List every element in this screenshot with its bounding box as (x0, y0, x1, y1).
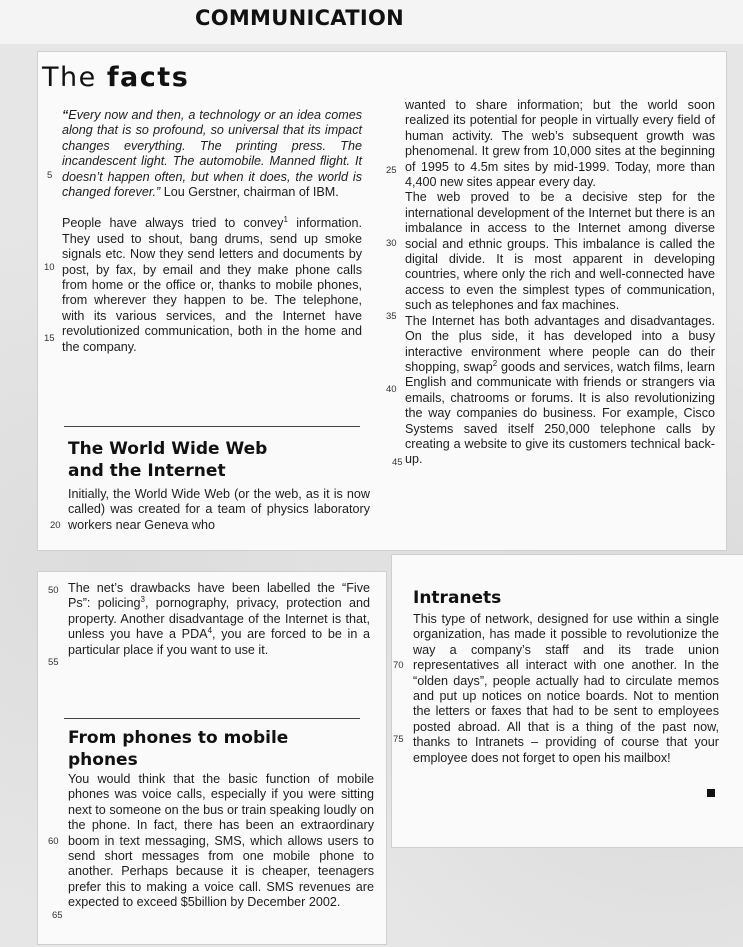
drawbacks-paragraph (68, 581, 370, 658)
intro-paragraph (62, 216, 362, 355)
footnote-3: 3 (140, 595, 145, 605)
line-number: 50 (48, 585, 59, 596)
www-heading-line2: and the Internet (68, 461, 226, 481)
phones-heading (68, 727, 288, 771)
www-para-start-text: Initially, the World Wide Web (or the web, as it is now called) was created for a team of physics laboratory workers near Geneva who (68, 487, 370, 532)
intranets-column (413, 612, 719, 766)
ibm-quote (62, 108, 362, 200)
line-number: 5 (47, 170, 53, 181)
line-number: 75 (393, 734, 404, 745)
advantages-text-b: goods and services, watch films, learn English and communicate with friends or strangers via emails, chatrooms or forums. It is also revolutionizing the way companies do business. For example, Cisco Systems saved itself 250,000 telephone calls by creating a website to give its customers technical back-up. (405, 359, 715, 467)
line-number: 40 (386, 384, 397, 395)
line-number: 65 (52, 910, 63, 921)
digital-divide-paragraph: The web proved to be a decisive step for the international development of the Internet but there is an imbalance in access to the Internet among diverse social and ethnic groups. This imbalance is called the digital divide. It is most apparent in developing countries, where only the rich and well-connected have access to even the simplest types of communication, such as telephones and fax machines. (405, 190, 715, 313)
line-number: 10 (44, 262, 55, 273)
phones-paragraph: You would think that the basic function of mobile phones was voice calls, especially if you were sitting next to someone on the bus or train speaking loudly on the phone. In fact, there has been an extraordinary boom in text messaging, SMS, which allows users to send short messages from one mobile phone to another. Perhaps because it is cheaper, teenagers prefer this to making a voice call. SMS revenues are expected to exceed $5billion by December 2002. (68, 772, 374, 910)
paragraph-gap (62, 200, 362, 216)
drawbacks-text-a: The net’s drawbacks have been labelled the “Five Ps”: policing (68, 581, 370, 611)
drawbacks-text-b: , pornography, privacy, protection and property. Another disadvantage of the Internet is that, unless you have a PDA (68, 596, 370, 642)
quote-attribution: Lou Gerstner, chairman of IBM. (163, 185, 339, 200)
section-title: COMMUNICATION (195, 6, 404, 30)
line-number: 25 (386, 165, 397, 176)
line-number: 15 (44, 333, 55, 344)
advantages-text-a: The Internet has both advantages and disadvantages. On the plus side, it has developed into a busy interactive environment where people can do their shopping, swap (405, 313, 715, 374)
line-number: 60 (48, 836, 59, 847)
facts-title-prefix: The (42, 62, 97, 93)
line-number: 30 (386, 238, 397, 249)
intranets-heading: Intranets (413, 588, 502, 608)
heading-rule (64, 426, 360, 427)
www-para-continued: wanted to share information; but the world soon realized its potential for people in virtually every field of human activity. The web’s subsequent growth was phenomenal. It grew from 10,000 sites at the beginning of 1995 to 4.5m sites by mid-1999. Today, more than 4,400 new sites appear every day. (405, 98, 715, 190)
end-of-article-mark (707, 789, 715, 797)
advantages-paragraph (405, 314, 715, 468)
left-column-top (62, 108, 362, 355)
drawbacks-column (68, 581, 370, 658)
intro-text-a: People have always tried to convey (62, 216, 284, 231)
footnote-4: 4 (207, 626, 213, 636)
intranets-paragraph: This type of network, designed for use within a single organization, has made it possible to revolutionize the way a company’s staff and its trade union representatives all interact with one another. In the “olden days”, people actually had to circulate memos and put up notices on notice boards. Not to mention the letters or faxes that had to be sent to employees posted abroad. All that is a thing of the past now, thanks to Intranets – providing of course that your employee does not forget to open his mailbox! (413, 612, 719, 765)
facts-title (42, 62, 189, 93)
www-heading (68, 438, 267, 482)
quote-open-mark: “ (62, 108, 69, 122)
phones-heading-line2: phones (68, 750, 138, 770)
drawbacks-text-c: , you are forced to be in a particular place if you want to use it. (68, 627, 370, 657)
footnote-1: 1 (283, 215, 288, 225)
www-paragraph-start (68, 487, 370, 533)
heading-rule (64, 718, 360, 719)
line-number: 35 (386, 311, 397, 322)
quote-text: Every now and then, a technology or an idea comes along that is so profound, so universal that its impact changes everything. The printing press. The incandescent light. The automobile. Manned flight. It doesn’t happen often, but when it does, the world is changed forever.” (62, 108, 362, 200)
line-number: 55 (48, 657, 59, 668)
phones-column (68, 772, 374, 911)
line-number: 20 (50, 520, 61, 531)
line-number: 70 (393, 660, 404, 671)
line-number: 45 (392, 457, 403, 468)
section-header-bar (0, 0, 743, 44)
footnote-2: 2 (492, 358, 498, 368)
intro-text-b: information. They used to shout, bang drums, send up smoke signals etc. Now they send letters and documents by post, by fax, by email and they make phone calls from home or the office or, thanks to mobile phones, from wherever they happen to be. The telephone, with its various services, and the Internet have revolutionized communication, both in the home and the company. (62, 216, 363, 354)
facts-title-bold: facts (106, 62, 190, 93)
phones-heading-line1: From phones to mobile (68, 728, 289, 748)
www-heading-line1: The World Wide Web (68, 439, 268, 459)
right-column-top (405, 98, 715, 468)
